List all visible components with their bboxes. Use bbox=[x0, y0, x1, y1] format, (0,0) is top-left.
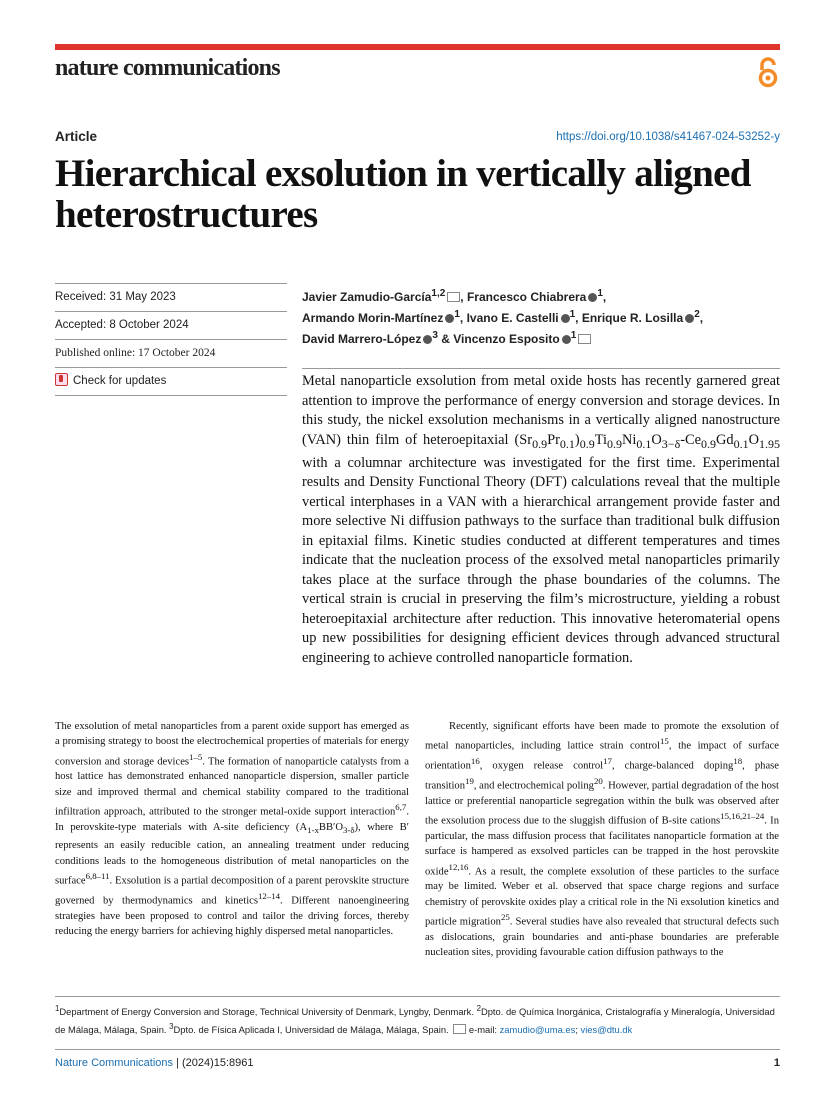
email-link[interactable]: vies@dtu.dk bbox=[580, 1024, 633, 1036]
author-list bbox=[302, 285, 782, 348]
citation-ref[interactable]: 19 bbox=[465, 775, 474, 786]
email-icon[interactable] bbox=[578, 334, 591, 344]
dates-panel bbox=[55, 283, 287, 396]
author-name[interactable]: , Francesco Chiabrera bbox=[460, 290, 587, 304]
citation-ref[interactable]: 6,8–11 bbox=[85, 870, 110, 881]
orcid-icon[interactable] bbox=[562, 335, 571, 344]
body-column-right: Recently, significant efforts have been made to promote the exsolution of metal nanoparticles, including lattice strain control$^{15}$, the impact of surface orientation$^{16}$, oxygen release control$^{17}$, charge-balanced doping$^{18}$, phase transition$^{19}$, and electrochemical poling$^{20}$. However, partial degradation of the host lattice or preferential nanoparticle segregation within the bulk was observed after the exsolution process due to the sluggish diffusion of B-site cations$^{15,16,21-24}$. In particular, the mass diffusion process that facilitates nanoparticle formation at the surface is hampered as exsolved particles can be trapped in the host perovskite oxide$^{12,16}$. As a result, the complete exsolution of these particles to the surface may be limited. Weber et al. observed that space charge regions and surface chemistry of perovskite oxides play a critical role in the Ni exsolution kinetics and particle migration$^{25}$. Several studies have also revealed that structural defects such as dislocations, grain boundaries and anti-phase boundaries are preferable nucleation sites, providing favourable cation diffusion pathways to the bbox=[425, 721, 779, 959]
footnote-rule bbox=[55, 996, 780, 997]
abstract: Metal nanoparticle exsolution from metal oxide hosts has recently garnered great attention to improve the performance of energy conversion and storage devices. In this study, the nickel exsolution mechanisms in a vertically aligned nanostructure (VAN) thin film of heteroepitaxial $(Sr_{0.9}Pr_{0.1})_{0.9}Ti_{0.9}Ni_{0.1}O_{3-\delta}-Ce_{0.9}Gd_{0.1}O_{1.95}$ with a columnar architecture was investigated for the first time. Experimental results and Density Functional Theory (DFT) calculations reveal that the multiple vertical interphases in a VAN with a hierarchical arrangement provide faster and more selective Ni diffusion pathways to the surface than traditional bulk diffusion in epitaxial films. Kinetic studies conducted at different temperatures and times indicate that the nucleation process of the exsolved metal nanoparticles primarily takes place at the surface through the phase boundaries of the columns. The vertical strain is crucial in preserving the film’s microstructure, yielding a robust heteroepitaxial architecture after reduction. This innovative heteromaterial opens up new possibilities for designing efficient devices through advanced structural engineering to achieve controlled nanoparticle formation. bbox=[302, 373, 780, 666]
citation-ref[interactable]: 15,16,21–24 bbox=[720, 811, 765, 822]
email-icon bbox=[453, 1024, 466, 1034]
accepted-date: Accepted: 8 October 2024 bbox=[55, 311, 287, 339]
email-link[interactable]: zamudio@uma.es bbox=[499, 1024, 576, 1036]
page-footer bbox=[55, 1057, 254, 1069]
citation-ref[interactable]: 25 bbox=[500, 911, 510, 922]
check-updates-label: Check for updates bbox=[73, 375, 167, 387]
citation-ref[interactable]: 12,16 bbox=[448, 861, 469, 872]
affiliation-sup: 1 bbox=[569, 309, 576, 320]
footer-journal-link[interactable]: Nature Communications bbox=[55, 1057, 173, 1069]
author-name[interactable]: Armando Morin-Martínez bbox=[302, 311, 444, 325]
affiliation-sup: 1 bbox=[570, 330, 577, 341]
doi-link[interactable]: https://doi.org/10.1038/s41467-024-53252-y bbox=[556, 131, 780, 143]
citation-ref[interactable]: 16 bbox=[470, 756, 480, 767]
author-name[interactable]: Javier Zamudio-García bbox=[302, 290, 432, 304]
article-type: Article bbox=[55, 129, 98, 144]
author-name[interactable]: , Enrique R. Losilla bbox=[575, 311, 684, 325]
citation-ref[interactable]: 6,7 bbox=[395, 802, 407, 813]
check-updates-button[interactable] bbox=[55, 367, 287, 396]
author-name[interactable]: , Ivano E. Castelli bbox=[459, 311, 559, 325]
header-rule bbox=[55, 44, 780, 50]
check-updates-icon bbox=[55, 373, 68, 386]
affiliations-footnote: $^1$Department of Energy Conversion and Storage, Technical University of Denmark, Lyngby, Denmark. $^2$Dpto. de Química Inorgánica, Cristalografía y Mineralogía, Universidad de Málaga, Málaga, Spain. $^3$Dpto. de Física Aplicada I, Universidad de Málaga, Málaga, Spain. e-mail: zamudio@uma.es; vies@dtu.dk bbox=[55, 1004, 775, 1036]
journal-name[interactable]: nature communications bbox=[55, 55, 280, 81]
author-separator: , bbox=[699, 311, 704, 325]
received-date: Received: 31 May 2023 bbox=[55, 283, 287, 311]
citation-ref[interactable]: 15 bbox=[660, 736, 669, 747]
page-number: 1 bbox=[773, 1057, 780, 1069]
affiliation-sup: 2 bbox=[694, 309, 700, 320]
open-access-icon bbox=[757, 56, 779, 90]
article-title: Hierarchical exsolution in vertically aligned heterostructures bbox=[55, 152, 751, 236]
orcid-icon[interactable] bbox=[561, 314, 570, 323]
email-icon[interactable] bbox=[447, 292, 460, 302]
citation-ref[interactable]: 20 bbox=[593, 775, 603, 786]
author-separator: , bbox=[602, 290, 607, 304]
affiliation-sup: 1,2 bbox=[431, 288, 446, 299]
orcid-icon[interactable] bbox=[445, 314, 454, 323]
orcid-icon[interactable] bbox=[423, 335, 432, 344]
body-column-left: The exsolution of metal nanoparticles from a parent oxide support has emerged as a promising strategy to boost the electrochemical properties of materials for energy conversion and storage devices$^{1-5}$. The formation of nanoparticle catalysts from a host lattice has demonstrated enhanced nanoparticle dispersion, smaller particle size and improved thermal and chemical stability compared to the traditional infiltration approach, attributed to the stronger metal-oxide support interaction$^{6,7}$. In perovskite-type materials with A-site deficiency $(A_{1-x}BB'O_{3-\delta})$, where B′ represents an easily reducible cation, an annealing treatment under reducing conditions leads to the homogeneous distribution of metal nanoparticles on the surface$^{6,8-11}$. Exsolution is a partial decomposition of a parent perovskite structure governed by thermodynamics and kinetics$^{12-14}$. Different nanoengineering strategies have been proposed to control and tailor the driving forces, thereby reducing the energy barriers for achieving highly dispersed metal nanoparticles. bbox=[55, 721, 409, 937]
affiliation-sup: 3 bbox=[432, 330, 438, 341]
orcid-icon[interactable] bbox=[588, 293, 597, 302]
affiliation-sup: 1 bbox=[597, 288, 603, 299]
published-date: Published online: 17 October 2024 bbox=[55, 339, 287, 367]
citation-ref[interactable]: 17 bbox=[603, 756, 612, 767]
footer-citation: | (2024)15:8961 bbox=[173, 1057, 254, 1069]
citation-ref[interactable]: 1–5 bbox=[189, 751, 203, 762]
abstract-rule bbox=[302, 368, 780, 369]
citation-ref[interactable]: 18 bbox=[733, 756, 743, 767]
orcid-icon[interactable] bbox=[685, 314, 694, 323]
footer-rule bbox=[55, 1049, 780, 1050]
citation-ref[interactable]: 12–14 bbox=[257, 890, 281, 901]
author-name[interactable]: & Vincenzo Esposito bbox=[437, 332, 560, 346]
affiliation-sup: 1 bbox=[454, 309, 460, 320]
author-name[interactable]: David Marrero-López bbox=[302, 332, 422, 346]
